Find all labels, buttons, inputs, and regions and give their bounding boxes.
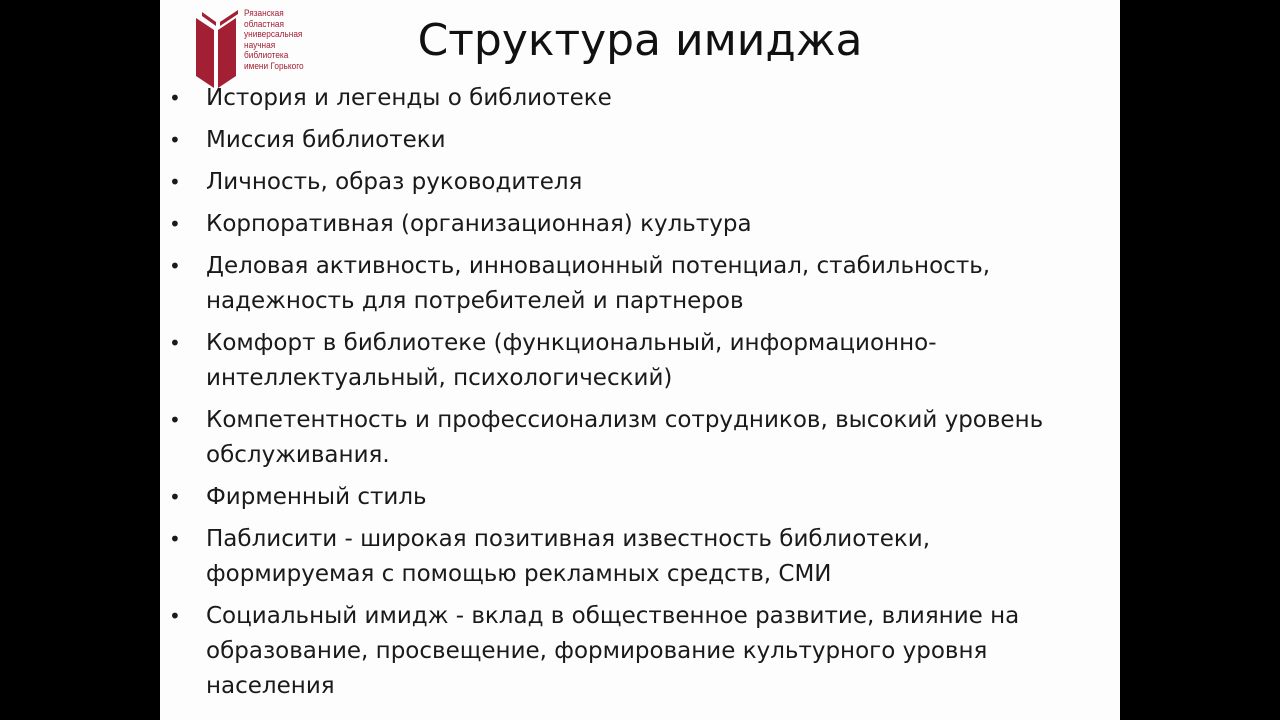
bullet-text: Социальный имидж - вклад в общественное развитие, влияние на образование, просвещение, формирование культурного уровня населения (206, 603, 1020, 699)
bullet-text: Компетентность и профессионализм сотрудников, высокий уровень обслуживания. (206, 407, 1044, 468)
bullet-item (160, 480, 1100, 515)
logo-line: Рязанская (244, 8, 284, 18)
bullet-text: Корпоративная (организационная) культура (206, 211, 752, 237)
logo-line: универсальная (244, 29, 303, 40)
bullet-dot-icon: • (169, 331, 181, 355)
bullet-dot-icon: • (169, 408, 181, 432)
bullet-text: Паблисити - широкая позитивная известность библиотеки, формируемая с помощью рекламных средств, СМИ (206, 526, 931, 587)
bullet-list (160, 81, 1100, 711)
bullet-dot-icon: • (169, 86, 181, 110)
slide-title: Структура имиджа (417, 15, 863, 66)
bullet-text: Деловая активность, инновационный потенциал, стабильность, надежность для потребителей и партнеров (206, 253, 991, 314)
bullet-item (160, 599, 1100, 704)
bullet-item (160, 165, 1100, 200)
bullet-item (160, 123, 1100, 158)
bullet-dot-icon: • (169, 212, 181, 236)
bullet-item (160, 249, 1100, 319)
bullet-dot-icon: • (169, 604, 181, 628)
bullet-item (160, 207, 1100, 242)
bullet-text: История и легенды о библиотеке (206, 85, 612, 111)
bullet-dot-icon: • (169, 527, 181, 551)
bullet-item (160, 81, 1100, 116)
logo-line: областная (244, 18, 285, 29)
bullet-item (160, 522, 1100, 592)
bullet-item (160, 403, 1100, 473)
bullet-text: Миссия библиотеки (206, 127, 446, 153)
bullet-text: Фирменный стиль (206, 484, 427, 510)
slide (160, 0, 1120, 720)
bullet-dot-icon: • (169, 128, 181, 152)
bullet-item (160, 326, 1100, 396)
bullet-text: Комфорт в библиотеке (функциональный, информационно-интеллектуальный, психологический) (206, 330, 937, 391)
bullet-dot-icon: • (169, 254, 181, 278)
logo-line: библиотека (244, 50, 289, 61)
bullet-text: Личность, образ руководителя (206, 169, 583, 195)
bullet-dot-icon: • (169, 485, 181, 509)
logo-line: имени Горького (244, 60, 304, 71)
logo-line: научная (244, 39, 276, 50)
bullet-dot-icon: • (169, 170, 181, 194)
